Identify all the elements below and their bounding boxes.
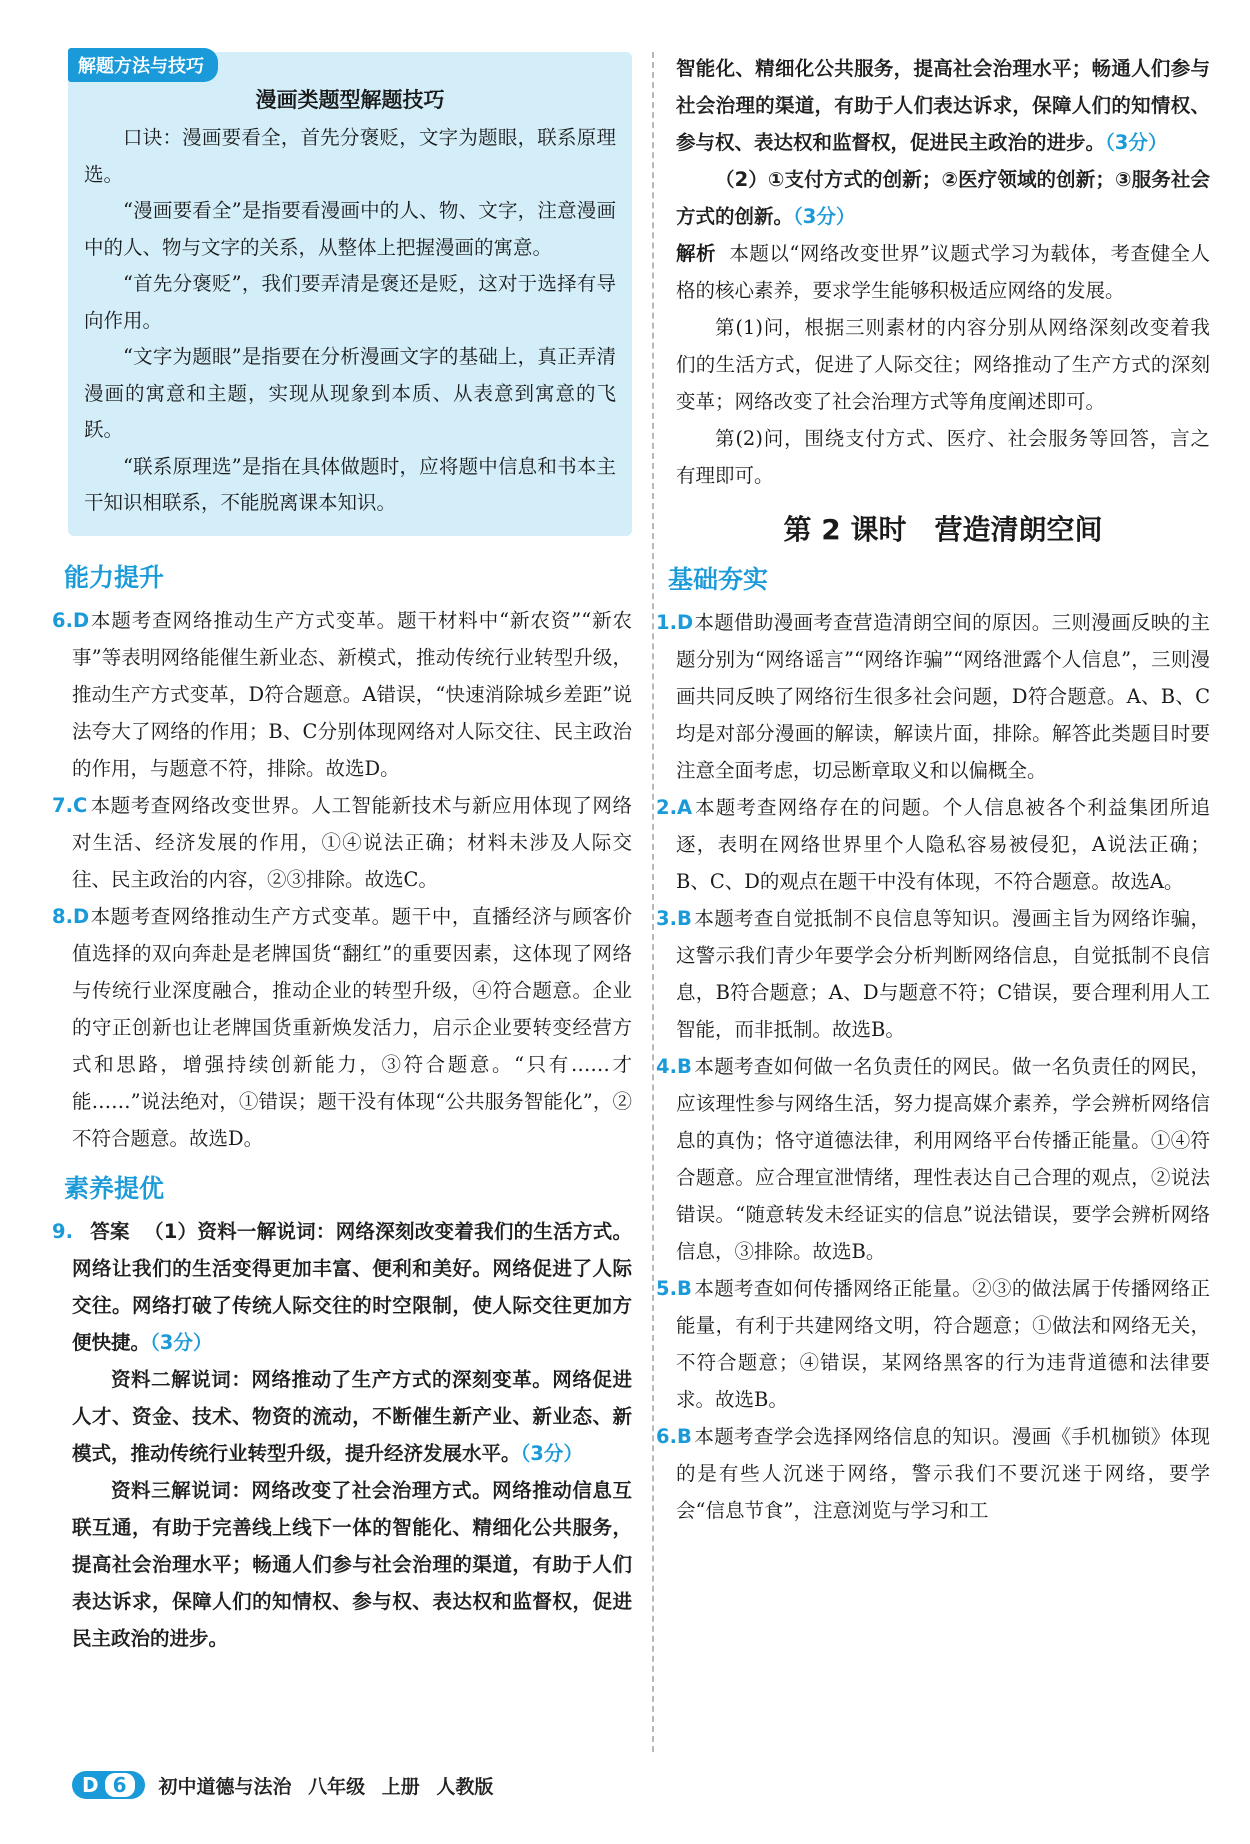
tip-paragraph: 口诀：漫画要看全，首先分褒贬，文字为题眼，联系原理选。 bbox=[84, 126, 616, 186]
question-text: 本题考查自觉抵制不良信息等知识。漫画主旨为网络诈骗，这警示我们青少年要学会分析判断网络信息，自觉抵制不良信息，B符合题意；A、D与题意不符；C错误，要合理利用人工智能，而非抵制。故选B。 bbox=[676, 907, 1210, 1041]
book-title: 初中道德与法治 八年级 上册 人教版 bbox=[158, 1775, 494, 1798]
question-text: 本题考查如何传播网络正能量。②③的做法属于传播网络正能量，有利于共建网络文明，符合题意；①做法和网络无关，不符合题意；④错误，某网络黑客的行为违背道德和法律要求。故选B。 bbox=[676, 1277, 1210, 1411]
tip-paragraph: “首先分褒贬”，我们要弄清是褒还是贬，这对于选择有导向作用。 bbox=[84, 272, 616, 332]
question-number: 7.C bbox=[52, 793, 88, 817]
left-column bbox=[52, 52, 632, 1650]
answer-part2 bbox=[72, 1361, 632, 1472]
score-badge: （3分） bbox=[1105, 131, 1168, 154]
answer-part3-continued: 智能化、精细化公共服务，提高社会治理水平；畅通人们参与社会治理的渠道，有助于人们表达诉求，保障人们的知情权、参与权、表达权和监督权，促进民主政治的进步。（3分） bbox=[676, 57, 1210, 154]
page-badge bbox=[72, 1771, 145, 1799]
answer-label: 答案 bbox=[90, 1219, 130, 1243]
score-badge: （3分） bbox=[150, 1330, 213, 1354]
tip-paragraph: “联系原理选”是指在具体做题时，应将题中信息和书本主干知识相联系，不能脱离课本知识。 bbox=[84, 454, 616, 514]
answer-part4 bbox=[676, 161, 1210, 235]
question-item bbox=[656, 604, 1210, 789]
tip-box bbox=[68, 52, 632, 536]
page-footer bbox=[72, 1765, 493, 1805]
column-divider bbox=[652, 52, 654, 1752]
question-text: 本题考查网络推动生产方式变革。题干材料中“新农资”“新农事”等表明网络能催生新业态、新模式，推动传统行业转型升级，推动生产方式变革，D符合题意。A错误，“快速消除城乡差距”说法夸大了网络的作用；B、C分别体现网络对人际交往、民主政治的作用，与题意不符，排除。故选D。 bbox=[72, 608, 632, 780]
question-item bbox=[656, 789, 1210, 900]
section-title-ability: 能力提升 bbox=[64, 562, 165, 592]
question-text: 本题借助漫画考查营造清朗空间的原因。三则漫画反映的主题分别为“网络谣言”“网络诈骗”“网络泄露个人信息”，三则漫画共同反映了网络衍生很多社会问题，D符合题意。A、B、C均是对部分漫画的解读，解读片面，排除。解答此类题目时要注意全面考虑，切忌断章取义和以偏概全。 bbox=[676, 611, 1210, 782]
tip-paragraph: “漫画要看全”是指要看漫画中的人、物、文字，注意漫画中的人、物与文字的关系，从整体上把握漫画的寓意。 bbox=[84, 199, 616, 259]
question-item bbox=[52, 602, 632, 787]
edition-letter: D bbox=[82, 1773, 99, 1797]
tip-paragraph: “文字为题眼”是指要在分析漫画文字的基础上，真正弄清漫画的寓意和主题，实现从现象到本质、从表意到寓意的飞跃。 bbox=[84, 345, 616, 441]
answer-text: （1）资料一解说词：网络深刻改变着我们的生活方式。网络让我们的生活变得更加丰富、便利和美好。网络促进了人际交往。网络打破了传统人际交往的时空限制，使人际交往更加方便快捷。 bbox=[72, 1219, 632, 1354]
section-title-quality: 素养提优 bbox=[64, 1173, 165, 1203]
question-number: 5.B bbox=[656, 1277, 692, 1300]
question-number: 6.B bbox=[656, 1425, 692, 1448]
question-item bbox=[656, 900, 1210, 1048]
question-text: 本题考查网络改变世界。人工智能新技术与新应用体现了网络对生活、经济发展的作用，①④说法正确；材料未涉及人际交往、民主政治的内容，②③排除。故选C。 bbox=[72, 793, 632, 891]
question-item bbox=[52, 898, 632, 1157]
lesson-title: 第 2 课时 营造清朗空间 bbox=[783, 513, 1103, 546]
answer-part1 bbox=[52, 1213, 632, 1361]
question-item bbox=[52, 787, 632, 898]
question-item bbox=[656, 1418, 1210, 1529]
tip-title: 漫画类题型解题技巧 bbox=[255, 88, 445, 112]
question-number: 1.D bbox=[656, 611, 694, 634]
question-number: 8.D bbox=[52, 904, 90, 928]
score-badge: （3分） bbox=[793, 205, 856, 228]
answer-text: 资料三解说词：网络改变了社会治理方式。网络推动信息互联互通，有助于完善线上线下一体的智能化、精细化公共服务，提高社会治理水平；畅通人们参与社会治理的渠道，有助于人们表达诉求，保障人们的知情权、参与权、表达权和监督权，促进民主政治的进步。 bbox=[72, 1478, 632, 1650]
question-text: 本题考查学会选择网络信息的知识。漫画《手机枷锁》体现的是有些人沉迷于网络，警示我们不要沉迷于网络，要学会“信息节食”，注意浏览与学习和工 bbox=[676, 1425, 1210, 1522]
answer-text: 资料二解说词：网络推动了生产方式的深刻变革。网络促进人才、资金、技术、物资的流动，不断催生新产业、新业态、新模式，推动传统行业转型升级，提升经济发展水平。 bbox=[72, 1367, 632, 1465]
question-text: 本题考查网络推动生产方式变革。题干中，直播经济与顾客价值选择的双向奔赴是老牌国货“翻红”的重要因素，这体现了网络与传统行业深度融合，推动企业的转型升级，④符合题意。企业的守正创新也让老牌国货重新焕发活力，启示企业要转变经营方式和思路，增强持续创新能力，③符合题意。“只有……才能……”说法绝对，①错误；题干没有体现“公共服务智能化”，②不符合题意。故选D。 bbox=[72, 904, 632, 1150]
question-number: 3.B bbox=[656, 907, 692, 930]
analysis-text: 本题以“网络改变世界”议题式学习为载体，考查健全人格的核心素养，要求学生能够积极适应网络的发展。 bbox=[676, 242, 1210, 302]
question-item bbox=[656, 1270, 1210, 1418]
question-text: 本题考查如何做一名负责任的网民。做一名负责任的网民，应该理性参与网络生活，努力提高媒介素养，学会辨析网络信息的真伪；恪守道德法律，利用网络平台传播正能量。①④符合题意。应合理宣泄情绪，理性表达自己合理的观点，②说法错误。“随意转发未经证实的信息”说法错误，要学会辨析网络信息，③排除。故选B。 bbox=[676, 1055, 1210, 1263]
analysis-paragraph bbox=[676, 235, 1210, 309]
question-text: 本题考查网络存在的问题。个人信息被各个利益集团所追逐，表明在网络世界里个人隐私容易被侵犯，A说法正确；B、C、D的观点在题干中没有体现，不符合题意。故选A。 bbox=[676, 796, 1210, 893]
section-title-basic: 基础夯实 bbox=[668, 565, 769, 594]
score-badge: （3分） bbox=[520, 1441, 583, 1465]
right-column bbox=[656, 52, 1210, 1529]
question-number: 2.A bbox=[656, 796, 693, 819]
question-number: 4.B bbox=[656, 1055, 692, 1078]
analysis-paragraph: 第(2)问，围绕支付方式、医疗、社会服务等回答，言之有理即可。 bbox=[676, 427, 1210, 487]
tip-tag: 解题方法与技巧 bbox=[68, 48, 218, 82]
question-number: 9. bbox=[52, 1219, 73, 1243]
question-item bbox=[656, 1048, 1210, 1270]
answer-text: （2）①支付方式的创新；②医疗领域的创新；③服务社会方式的创新。 bbox=[676, 168, 1210, 228]
analysis-label: 解析 bbox=[676, 242, 717, 265]
answer-part3 bbox=[72, 1472, 632, 1650]
question-number: 6.D bbox=[52, 608, 90, 632]
page-number: 6 bbox=[105, 1773, 135, 1797]
analysis-paragraph: 第(1)问，根据三则素材的内容分别从网络深刻改变着我们的生活方式，促进了人际交往；网络推动了生产方式的深刻变革；网络改变了社会治理方式等角度阐述即可。 bbox=[676, 316, 1210, 413]
